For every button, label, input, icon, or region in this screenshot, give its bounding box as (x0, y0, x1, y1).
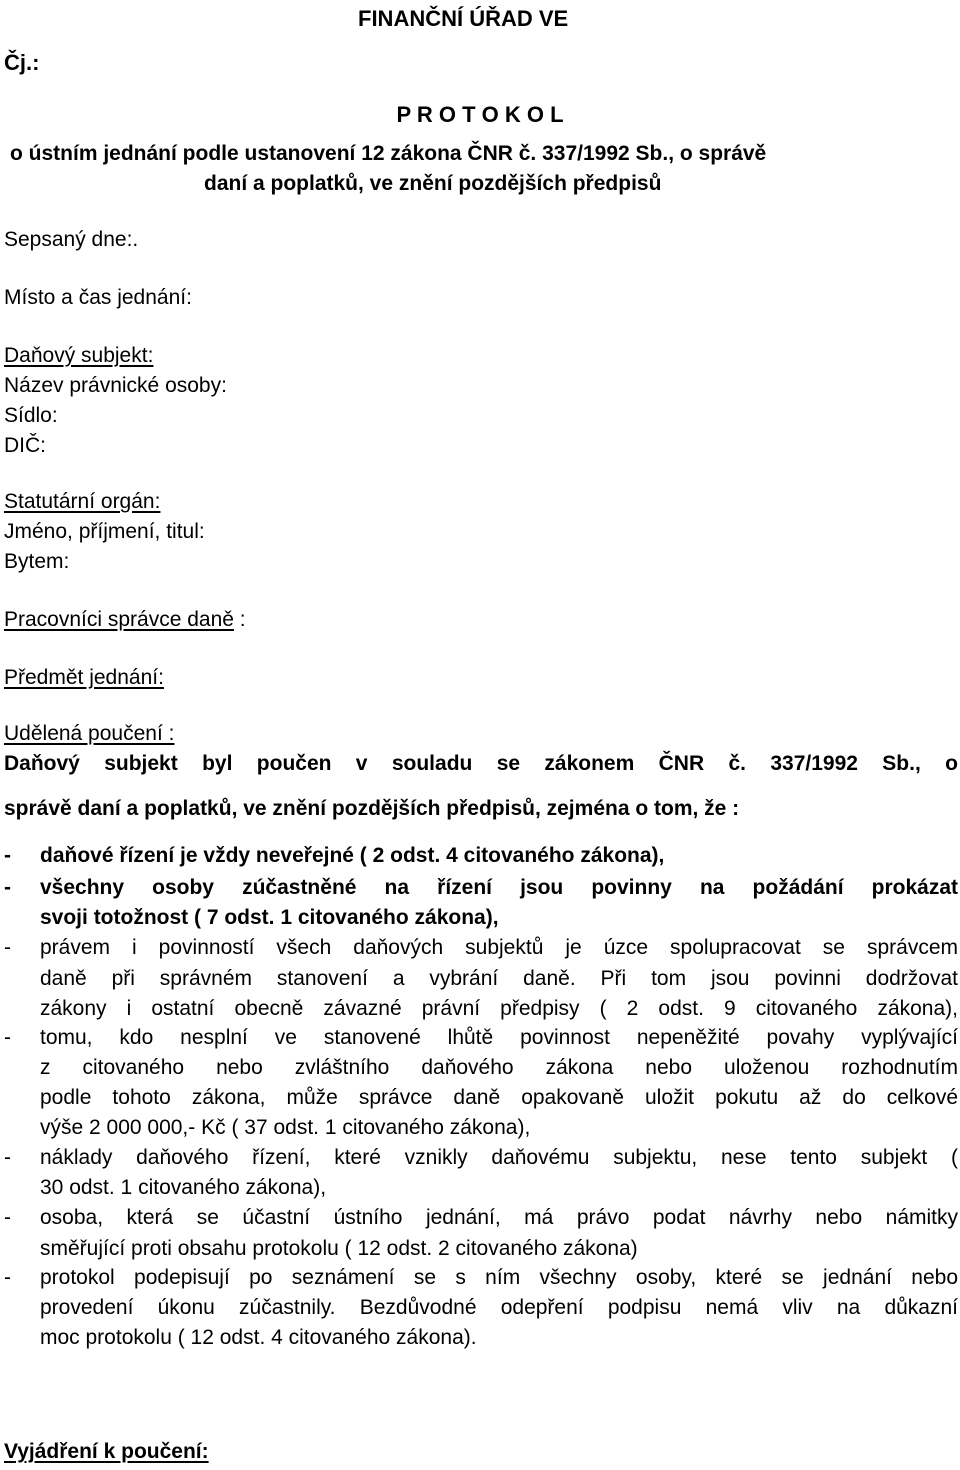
staff-heading (4, 608, 246, 632)
legal-name-field-label: Název právnické osoby: (4, 374, 227, 397)
list-bullet: - (4, 876, 11, 899)
list-item-line: daňové řízení je vždy neveřejné ( 2 odst. 4 citovaného zákona), (40, 844, 665, 867)
seat-field-label: Sídlo: (4, 404, 58, 427)
list-item-line: zákony i ostatní obecně závazné právní předpisy ( 2 odst. 9 citovaného zákona), (40, 997, 958, 1020)
list-bullet: - (4, 1206, 11, 1229)
document-subtitle-line1: o ústním jednání podle ustanovení 12 zákona ČNR č. 337/1992 Sb., o správě (10, 142, 767, 165)
list-item-line: tomu, kdo nesplní ve stanovené lhůtě povinnost nepeněžité povahy vyplývající (40, 1026, 958, 1049)
statutory-body-heading: Statutární orgán: (4, 490, 161, 513)
list-item-line: daně při správném stanovení a vybrání daně. Při tom jsou povinni dodržovat (40, 967, 958, 990)
list-bullet: - (4, 936, 11, 959)
date-field-label: Sepsaný dne:. (4, 228, 139, 251)
instructions-heading: Udělená poučení : (4, 722, 175, 745)
list-item-line: právem i povinností všech daňových subjektů je úzce spolupracovat se správcem (40, 936, 958, 959)
list-item-line: všechny osoby zúčastněné na řízení jsou povinny na požádání prokázat (40, 876, 958, 899)
place-time-field-label: Místo a čas jednání: (4, 286, 192, 309)
document-title: P R O T O K O L (396, 102, 564, 127)
list-item-line: moc protokolu ( 12 odst. 4 citovaného zákona). (40, 1326, 477, 1349)
instructions-intro-line2: správě daní a poplatků, ve znění pozdějších předpisů, zejména o tom, že : (4, 797, 740, 820)
reference-number-label: Čj.: (4, 50, 40, 75)
list-item-line: z citovaného nebo zvláštního daňového zákona nebo uloženou rozhodnutím (40, 1056, 958, 1079)
residence-field-label: Bytem: (4, 550, 70, 573)
list-item-line: protokol podepisují po seznámení se s ním všechny osoby, které se jednání nebo (40, 1266, 958, 1289)
list-item-line: provedení úkonu zúčastnily. Bezdůvodné odepření podpisu nemá vliv na důkazní (40, 1296, 958, 1319)
statement-heading: Vyjádření k poučení: (4, 1440, 209, 1463)
tax-id-field-label: DIČ: (4, 434, 46, 457)
list-bullet: - (4, 1146, 11, 1169)
list-item-line: podle tohoto zákona, může správce daně opakovaně uložit pokutu až do celkové (40, 1086, 958, 1109)
instructions-intro-line1: Daňový subjekt byl poučen v souladu se zákonem ČNR č. 337/1992 Sb., o (4, 752, 958, 775)
staff-heading-text: Pracovníci správce daně (4, 608, 234, 631)
taxpayer-heading: Daňový subjekt: (4, 344, 154, 367)
list-bullet: - (4, 1266, 11, 1289)
list-item-line: 30 odst. 1 citovaného zákona), (40, 1176, 327, 1199)
staff-heading-colon: : (233, 608, 246, 631)
subject-heading: Předmět jednání: (4, 666, 164, 689)
list-bullet: - (4, 844, 11, 867)
document-subtitle-line2: daní a poplatků, ve znění pozdějších předpisů (204, 172, 662, 195)
list-item-line: svoji totožnost ( 7 odst. 1 citovaného zákona), (40, 906, 499, 929)
list-item-line: výše 2 000 000,- Kč ( 37 odst. 1 citovaného zákona), (40, 1116, 531, 1139)
tax-office-name: FINANČNÍ ÚŘAD VE (358, 6, 569, 31)
list-bullet: - (4, 1026, 11, 1049)
list-item-line: osoba, která se účastní ústního jednání, má právo podat návrhy nebo námitky (40, 1206, 958, 1229)
person-name-field-label: Jméno, příjmení, titul: (4, 520, 205, 543)
list-item-line: směřující proti obsahu protokolu ( 12 odst. 2 citovaného zákona) (40, 1237, 638, 1260)
list-item-line: náklady daňového řízení, které vznikly daňovému subjektu, nese tento subjekt ( (40, 1146, 958, 1169)
